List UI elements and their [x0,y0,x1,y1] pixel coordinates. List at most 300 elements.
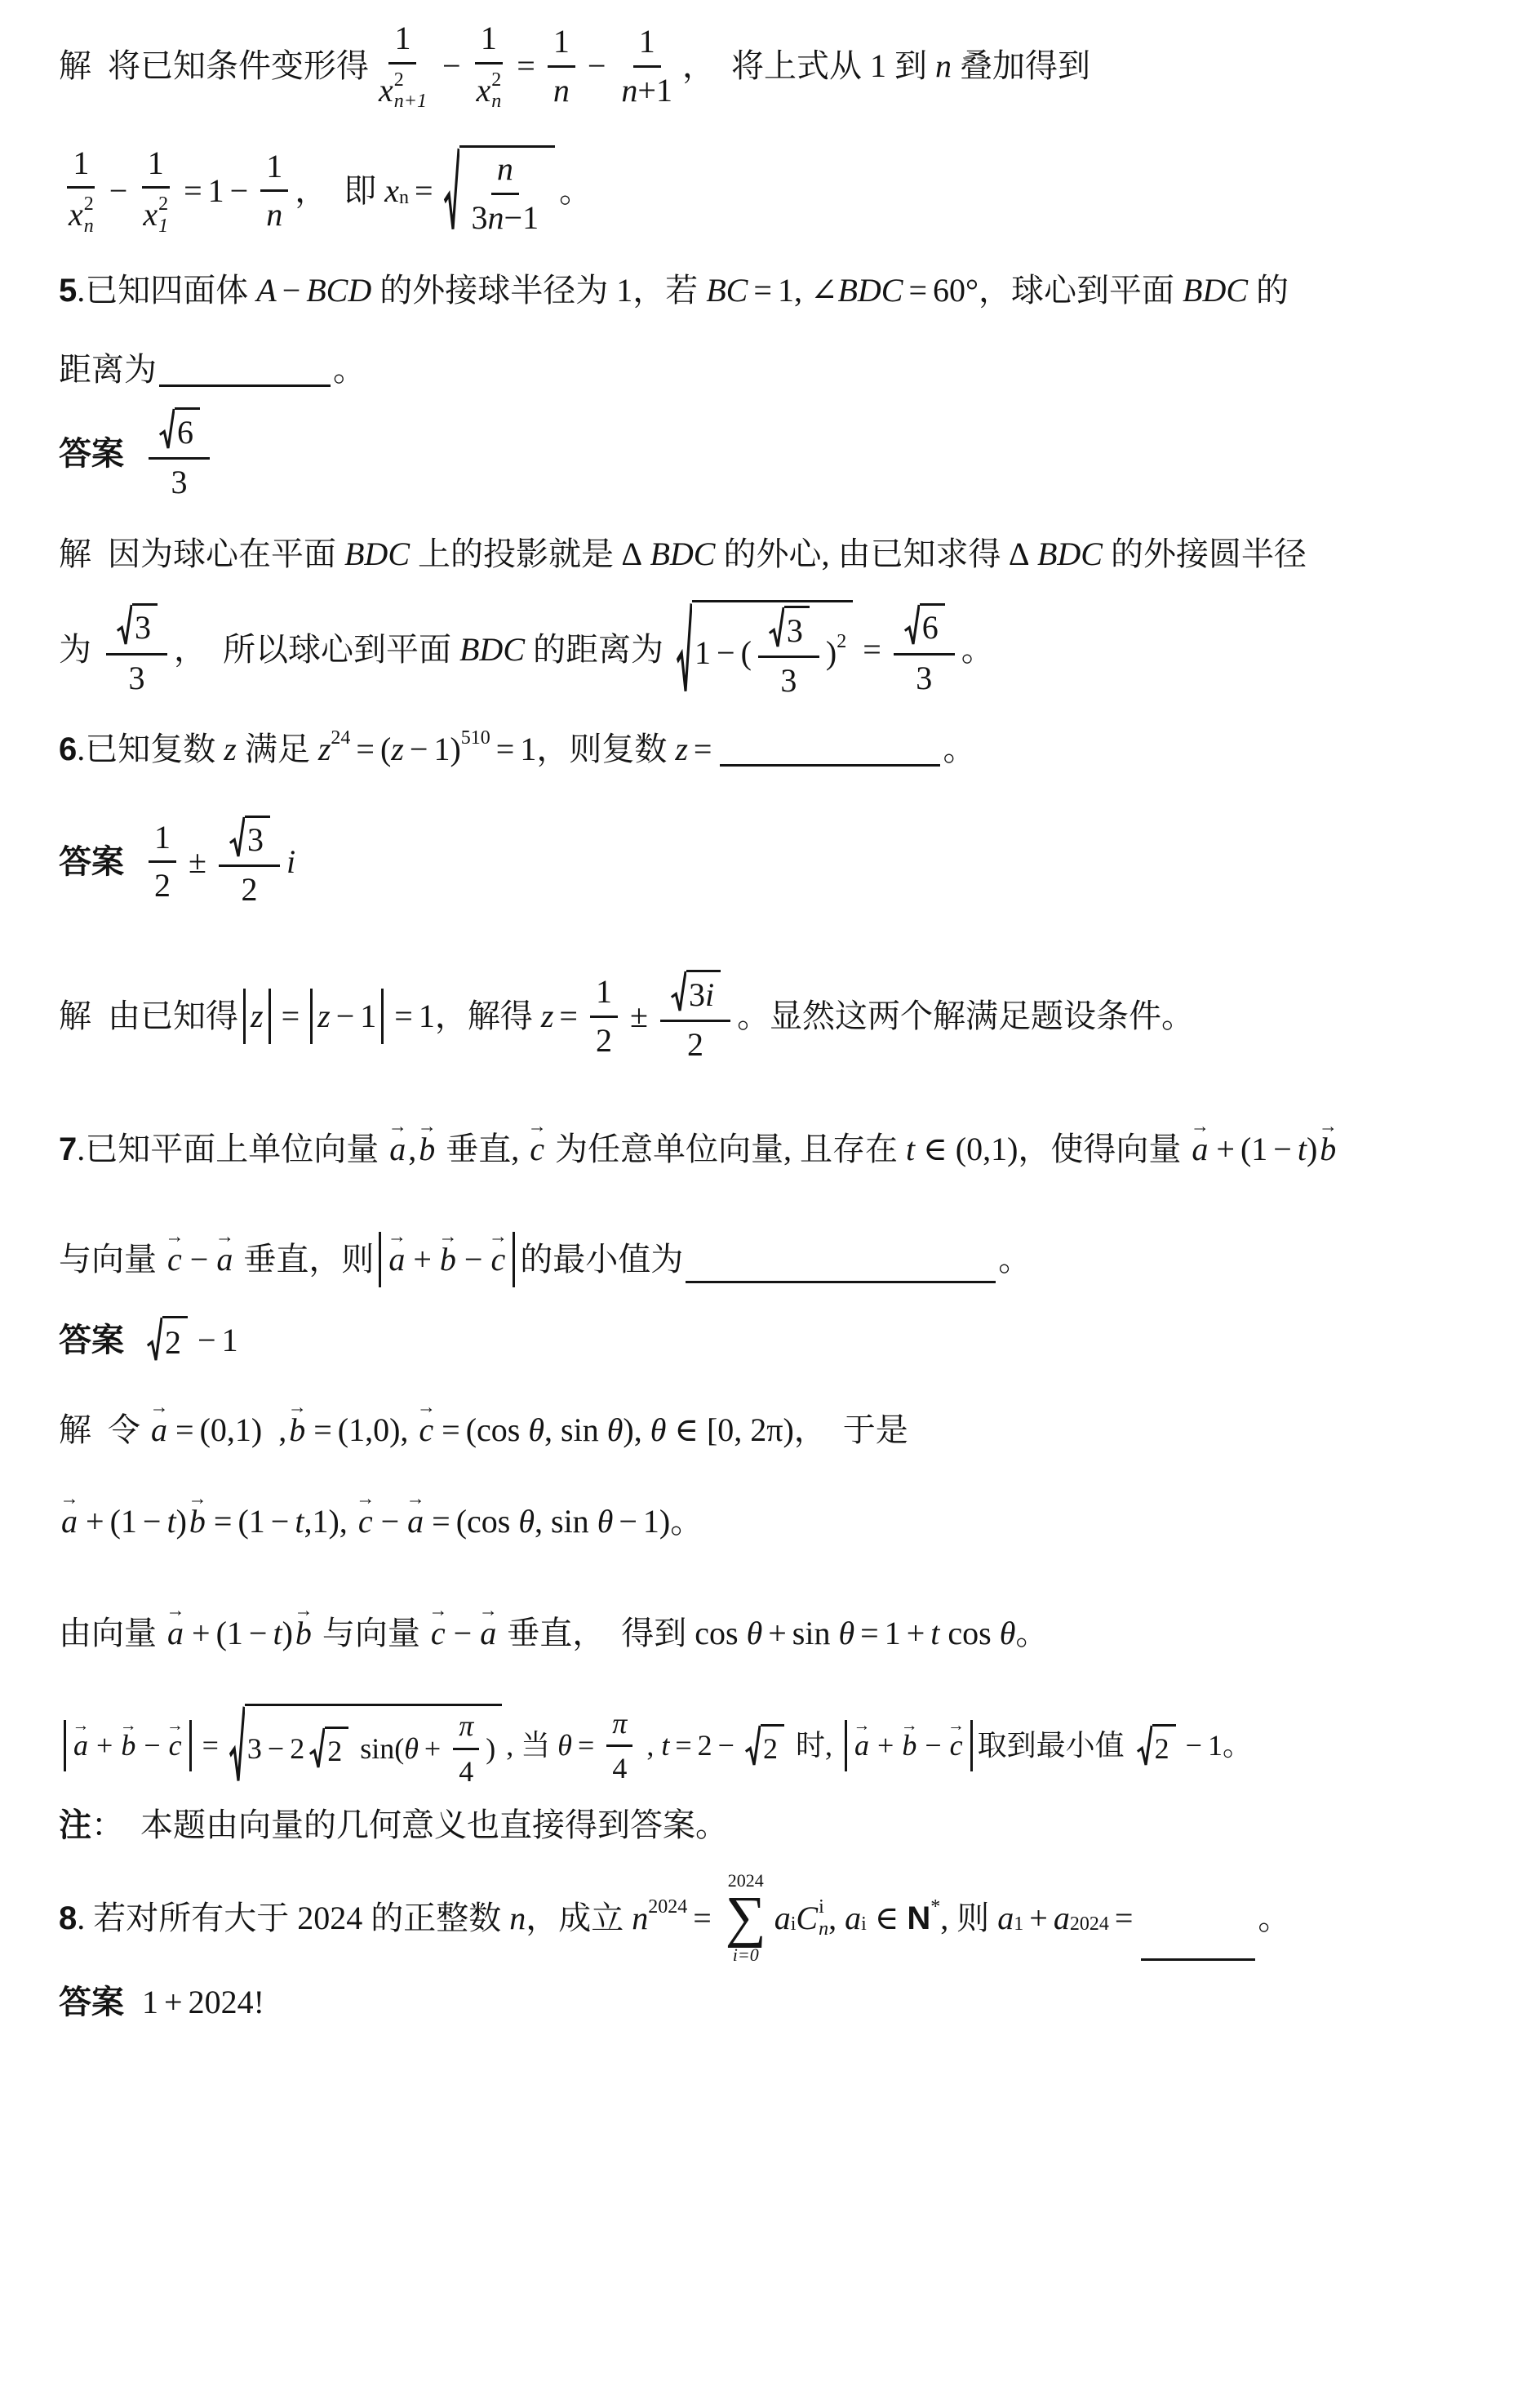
text: 1 [154,818,171,856]
math-operator: = [559,998,578,1035]
sup-sub-group: x 2 n [476,69,502,113]
bold-text: 答案 [59,1322,124,1358]
text: ∈ [866,1899,908,1936]
math-variable: n [553,71,570,109]
text: 3 [780,662,797,700]
text: 3 [688,976,705,1013]
bold-text: 7 [59,1131,78,1168]
math-variable: θ [597,1503,614,1540]
math-operator: = [313,1411,332,1449]
radical-sign-icon [670,970,686,1015]
text: (1 [1240,1131,1268,1168]
math-operator: ± [189,842,206,880]
math-operator: + [906,1615,925,1652]
math-operator: + [768,1615,787,1652]
text: 3 [171,463,188,500]
fraction [453,1709,479,1788]
abs-group [310,989,384,1044]
vector: → b [900,1715,918,1762]
math-variable: x [384,171,399,209]
text: (cos [455,1503,519,1540]
math-operator: = [394,998,413,1035]
vector: → a [853,1715,871,1762]
text: (1,0), [337,1411,417,1449]
math-operator: − [1273,1131,1292,1168]
blank-underline [159,350,331,387]
radical-sign-icon [158,407,175,452]
text: ， 所以球心到平面 [174,631,459,669]
vector-arrow-icon: → [900,1715,918,1736]
fraction [65,145,97,238]
text: 时, [788,1729,840,1762]
text: 1 [553,22,570,60]
radical-sign-icon [1136,1724,1152,1769]
text: 2 [241,871,258,909]
q6-sol [59,970,1507,1063]
math-operator: − [1185,1729,1202,1762]
vector-arrow-icon: → [388,1116,407,1138]
math-variable: BCD [306,272,372,309]
sqrt-radical [903,603,945,648]
math-variable: A [256,272,277,309]
document-page [0,20,1540,2048]
math-variable: x [379,71,393,109]
math-operator: = [577,1729,595,1762]
math-operator: = [1114,1899,1134,1936]
math-variable: t [930,1615,940,1652]
vector: → c [428,1600,448,1652]
sqrt-radical [1136,1724,1176,1769]
text: 1，则复数 [520,730,676,767]
vector-arrow-icon: → [356,1488,375,1510]
vector-arrow-icon: → [215,1226,234,1248]
vector: → b [294,1600,313,1652]
math-variable: t [166,1503,176,1540]
vector: → b [287,1397,307,1449]
vector-arrow-icon: → [60,1488,79,1510]
text: −1 [504,198,539,236]
text: 。 [998,1241,1032,1278]
vector-arrow-icon: → [72,1715,90,1736]
text: 1, ∠ [777,272,838,309]
vector: → a [60,1488,79,1540]
vector: → b [438,1226,458,1278]
sup-sub-group: x 2 n [69,193,94,237]
text: ) [486,1731,496,1765]
superscript: 2024 [648,1896,688,1918]
text: 1 [73,144,90,181]
bold-text: 注 [59,1807,91,1844]
text: cos [939,1615,1000,1652]
math-variable: BDC [1036,536,1103,573]
math-variable: z [317,730,331,767]
text: ), [623,1411,650,1449]
vector-arrow-icon: → [387,1226,406,1248]
math-variable: z [540,998,554,1035]
summation: 2024 ∑ i=0 [725,1870,766,1965]
math-variable: θ [518,1503,535,1540]
text: 1 [360,998,377,1035]
math-operator: = [495,730,515,767]
abs-group [845,1715,973,1771]
math-variable: z [391,730,404,767]
text: 1 [595,973,612,1010]
vector-arrow-icon: → [416,1397,436,1419]
math-variable: x [69,196,83,233]
math-operator: = [213,1503,233,1540]
math-operator: = [442,1411,460,1449]
q7-sol-line3 [59,1600,1507,1655]
vector: → c [166,1715,184,1762]
math-variable: i [704,976,715,1013]
vector-arrow-icon: → [294,1600,313,1622]
math-variable: t [295,1503,304,1540]
text: 为任意单位向量, 且存在 [547,1131,907,1168]
sol4-line2 [59,145,1507,238]
text: 1 [142,1983,158,2020]
math-variable: a [997,1899,1014,1936]
q5-sol-line1 [59,533,1507,576]
math-operator: − [229,171,249,209]
text: 叠加得到 [951,47,1090,85]
math-operator: − [197,1321,216,1358]
text: 1 [884,1615,901,1652]
q5-sol-line2 [59,600,1507,699]
text: , [828,1899,845,1936]
text: 6 [921,609,939,647]
vector: → a [406,1488,425,1540]
math-variable: t [906,1131,916,1168]
math-operator: = [414,171,433,209]
sqrt-radical [676,600,853,699]
text: , [408,1131,417,1168]
text: ) [282,1615,293,1652]
math-operator: = [356,730,375,767]
sqrt-radical [768,606,810,651]
q7-answer [59,1316,1507,1364]
text: 3 [786,611,803,649]
bold-text: 答案 [59,843,124,880]
math-operator: = [432,1503,450,1540]
math-operator: − [717,633,735,671]
math-variable: θ [999,1615,1016,1652]
fraction [106,603,167,696]
fraction [149,407,210,500]
q7-line2 [59,1226,1507,1287]
text: ,1), [304,1503,356,1540]
text: +1 [637,71,672,109]
text: 2 [154,867,171,904]
math-operator: − [409,730,428,767]
vector-arrow-icon: → [527,1116,547,1138]
q6-answer [59,816,1507,909]
subscript: i [861,1913,867,1936]
vector-arrow-icon: → [417,1116,437,1138]
text: 。 [1015,1615,1049,1652]
math-operator: = [693,1899,712,1936]
math-variable: t [661,1729,670,1762]
text: sin( [353,1731,405,1765]
math-operator: − [442,47,461,85]
text: , [639,1729,662,1762]
radical-sign-icon [229,816,245,860]
sol4-line1 [59,20,1507,113]
math-variable: z [224,730,237,767]
sqrt-radical [116,603,158,648]
sqrt-radical [229,816,270,860]
abs-group [379,1226,515,1287]
math-variable: n [266,196,283,233]
math-operator: + [96,1729,113,1762]
vector-arrow-icon: → [1190,1116,1209,1138]
math-variable: t [1297,1131,1307,1168]
text: (1 [109,1503,137,1540]
text: 1 [207,171,224,209]
vector: → c [356,1488,375,1540]
vector-arrow-icon: → [119,1715,137,1736]
math-operator: = [908,272,928,309]
vector-arrow-icon: → [166,1600,185,1622]
math-operator: + [877,1729,894,1762]
vector-arrow-icon: → [149,1397,169,1419]
bold-text: N [907,1900,931,1936]
fraction [758,606,819,699]
math-variable: BC [706,272,748,309]
sup-sub-group: x 2 n+1 [379,69,427,113]
text: 的外心, 由已知求得 ∆ [715,536,1037,573]
vector-arrow-icon: → [853,1715,871,1736]
bold-text: 答案 [59,1984,124,2020]
text: 垂直，则 [235,1241,375,1278]
radical-sign-icon [229,1704,245,1788]
math-variable: θ [650,1411,667,1449]
sup-sub-group: x 2 1 [143,193,169,237]
text: ， 将上式从 1 到 [681,47,935,85]
q5-answer [59,407,1507,500]
blank-underline [1141,1924,1255,1961]
vector-arrow-icon: → [478,1600,498,1622]
math-variable: θ [606,1411,624,1449]
vector-arrow-icon: → [406,1488,425,1510]
vector: → b [1318,1116,1338,1168]
fraction [219,816,280,909]
text: 2 [327,1735,343,1768]
sqrt-radical [443,145,556,237]
math-variable: θ [528,1411,545,1449]
text: sin [792,1615,839,1652]
vector-arrow-icon: → [287,1397,307,1419]
math-operator: − [270,1503,290,1540]
text: 解 令 [59,1411,149,1449]
text: 上的投影就是 ∆ [410,536,650,573]
subscript: 2024 [1069,1913,1109,1936]
text: ，成立 [526,1899,632,1936]
math-variable: n [496,150,513,188]
vector: → a [387,1226,406,1278]
fraction [375,20,430,113]
math-variable: n [632,1899,649,1936]
text: 。 [1258,1899,1291,1936]
math-operator: = [517,47,535,85]
math-variable: i [286,842,296,880]
text: (1 [237,1503,265,1540]
text: 3 [246,821,264,859]
math-variable: n [487,198,504,236]
abs-group [64,1715,192,1771]
text: .已知平面上单位向量 [77,1131,388,1168]
fraction [894,603,955,696]
math-variable: BDC [459,631,525,669]
abs-group [243,989,271,1044]
fraction [468,151,543,237]
bold-text: 5 [59,273,78,309]
text: 。显然这两个解满足题设条件。 [737,998,1195,1035]
q6-line [59,728,1507,771]
text: 。 [333,351,366,389]
text: 解 因为球心在平面 [59,536,344,573]
math-operator: − [925,1729,942,1762]
math-operator: − [109,171,128,209]
text: 。 [961,631,994,669]
bold-text: 6 [59,731,78,767]
math-operator: = [693,730,712,767]
math-variable: θ [838,1615,855,1652]
math-variable: θ [404,1731,419,1765]
text: 与向量 [313,1615,428,1652]
radical-sign-icon [903,603,920,648]
text: 解 将已知条件变形得 [59,47,369,85]
text: 1 [221,1321,238,1358]
vector: → c [948,1715,965,1762]
text: (1 [215,1615,243,1652]
text: 。 [943,730,976,767]
text: , sin [535,1503,597,1540]
text: 2 [1154,1731,1169,1765]
math-operator: − [380,1503,400,1540]
vector: → a [478,1600,498,1652]
text: 2 [165,1324,181,1362]
text: (cos [465,1411,529,1449]
q5-line2 [59,349,1507,391]
text: 2 [290,1731,305,1765]
text: , 当 [506,1729,558,1762]
math-operator: + [424,1731,442,1765]
text: 3 [916,659,933,696]
fraction [590,974,618,1060]
math-operator: − [267,1731,285,1765]
sqrt-radical [229,1704,502,1788]
text: 的外接圆半径 [1102,536,1307,573]
fraction [660,970,730,1063]
vector-arrow-icon: → [188,1488,207,1510]
math-variable: n [621,71,638,109]
q7-line1 [59,1116,1507,1171]
math-variable: a [774,1899,791,1936]
vector: → a [388,1116,407,1168]
text: 2 [687,1025,703,1063]
vector: → a [215,1226,234,1278]
superscript: 2 [837,630,847,652]
math-operator: + [413,1241,432,1278]
text: 1 [638,22,655,60]
vector-arrow-icon: → [1318,1116,1338,1138]
text: ) [1306,1131,1318,1168]
q5-line1 [59,269,1507,312]
vector: → c [527,1116,547,1168]
text: 1 [394,20,411,56]
text: .已知复数 [77,730,224,767]
fraction [606,1707,632,1785]
text: . 若对所有大于 2024 的正整数 [77,1899,510,1936]
q8-line [59,1871,1507,1965]
math-operator: = [184,171,202,209]
math-operator: − [619,1503,637,1540]
math-variable: C [796,1899,819,1936]
fraction [149,820,176,905]
fraction [548,24,575,109]
vector-arrow-icon: → [948,1715,965,1736]
text: 3 [471,198,488,236]
radical-sign-icon [744,1724,761,1769]
math-operator: = [175,1411,194,1449]
superscript: 510 [460,727,490,749]
math-variable: a [845,1899,862,1936]
vector: → a [166,1600,185,1652]
math-variable: x [476,71,491,109]
math-operator: − [282,272,301,309]
text: 6 [177,413,193,451]
vector: → a [1190,1116,1209,1168]
q7-sol-line2 [59,1488,1507,1543]
blank-underline [720,730,940,767]
sup-sub-group: C i n [796,1896,829,1940]
math-operator: − [453,1615,473,1652]
vector: → b [188,1488,207,1540]
text: 1 [695,633,711,671]
math-variable: BDC [837,272,903,309]
text: 为 [59,631,100,669]
math-operator: − [335,998,355,1035]
math-variable: a [1053,1899,1070,1936]
math-variable: θ [746,1615,763,1652]
radical-sign-icon [146,1316,162,1364]
text: 2 [595,1021,612,1059]
text: 4 [612,1752,628,1785]
subscript: n [398,186,409,208]
math-variable: z [317,998,331,1035]
text: ) [175,1503,187,1540]
text: ∈ [0, 2π)， 于是 [666,1411,908,1449]
text: 1，解得 [418,998,541,1035]
text: 3 [246,1731,262,1765]
fraction [618,24,676,109]
bold-text: 答案 [59,436,124,473]
math-variable: t [273,1615,282,1652]
math-operator: − [144,1729,161,1762]
math-variable: n [934,47,952,85]
math-variable: BDC [650,536,716,573]
subscript: i [790,1913,797,1936]
math-variable: π [612,1706,628,1740]
math-operator: + [1216,1131,1235,1168]
text: 的最小值为 [520,1241,684,1278]
text: 解 由已知得 [59,998,238,1035]
text: 2 [697,1729,712,1762]
fraction [260,149,288,234]
math-operator: − [189,1241,209,1278]
superscript: * [930,1896,941,1918]
text: 垂直， 得到 cos [499,1615,747,1652]
